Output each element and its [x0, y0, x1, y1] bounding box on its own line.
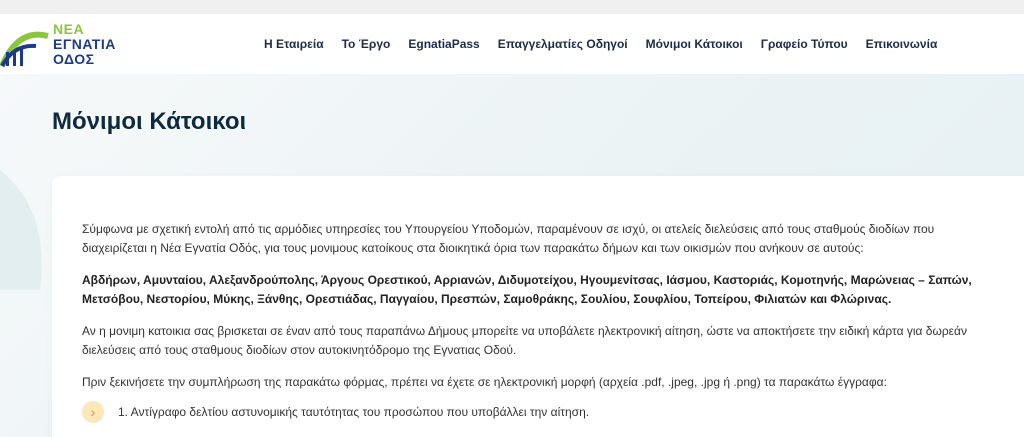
- chevron-right-icon: ›: [82, 401, 104, 423]
- nav-item-contact[interactable]: Επικοινωνία: [865, 37, 938, 51]
- content-body: [82, 220, 982, 423]
- intro-paragraph: Σύμφωνα με σχετική εντολή από τις αρμόδιες υπηρεσίες του Υπουργείου Υποδομών, παραμένουν σε ισχύ, οι ατελείς διελεύσεις από τους σταθμούς διοδίων που διαχειρίζεται η Νέα Εγνατία Οδός, για τους μονιμους κατοίκους στα διοικητικά όρια των παρακάτω δήμων και των οικισμών που ανήκουν σε αυτούς:: [82, 222, 935, 255]
- nav-item-company[interactable]: Η Εταιρεία: [264, 37, 324, 51]
- application-paragraph: Αν η μονιμη κατοικια σας βρισκεται σε έναν από τους παραπάνω Δήμους μπορείτε να υποβάλετε ηλεκτρονική αίτηση, ώστε να αποκτήσετε την ειδική κάρτα για δωρεάν διελεύσεις από τους σταθμους διοδίων στον αυτοκινητόδρομο της Εγνατιας Οδού.: [82, 324, 967, 357]
- nav-item-professional-drivers[interactable]: Επαγγελματίες Οδηγοί: [497, 37, 628, 51]
- nav-item-press-office[interactable]: Γραφείο Τύπου: [760, 37, 848, 51]
- site-header: [0, 14, 1024, 74]
- site-logo[interactable]: [0, 22, 130, 72]
- main-nav: [264, 14, 955, 74]
- nav-item-egnatiapass[interactable]: EgnatiaPass: [408, 37, 480, 51]
- nav-item-permanent-residents[interactable]: Μόνιμοι Κάτοικοι: [645, 37, 743, 51]
- list-item-text: 1. Αντίγραφο δελτίου αστυνομικής ταυτότητας του προσώπου που υποβάλλει την αίτηση.: [118, 405, 590, 419]
- municipalities-list: Αβδήρων, Αμυνταίου, Αλεξανδρούπολης, Άργους Ορεστικού, Αρριανών, Διδυμοτείχου, Ηγουμενίτσας, Ιάσμου, Καστοριάς, Κομοτηνής, Μαρώνειας – Σαπών, Μετσόβου, Νεστορίου, Μύκης, Ξάνθης, Ορεστιάδας, Παγγαίου, Πρεσπών, Σαμοθράκης, Σουλίου, Σουφλίου, Τοπείρου, Φιλιατών και Φλώρινας.: [82, 273, 972, 306]
- list-item: [82, 401, 982, 423]
- logo-text: [53, 22, 116, 67]
- logo-line-1: ΝΕΑ: [53, 21, 85, 37]
- page-title: Μόνιμοι Κάτοικοι: [52, 108, 247, 135]
- logo-arc-icon: [0, 26, 50, 68]
- nav-item-project[interactable]: Το Έργο: [341, 37, 391, 51]
- logo-line-2: ΕΓΝΑΤΙΑ: [53, 36, 116, 52]
- logo-line-3: ΟΔΟΣ: [53, 51, 95, 67]
- browser-top-strip: [0, 0, 1024, 14]
- documents-paragraph: Πριν ξεκινήσετε την συμπλήρωση της παρακάτω φόρμας, πρέπει να έχετε σε ηλεκτρονική μορφή (αρχεία .pdf, .jpeg, .jpg ή .png) τα παρακάτω έγγραφα:: [82, 375, 887, 389]
- decorative-wave-shape: [0, 170, 60, 290]
